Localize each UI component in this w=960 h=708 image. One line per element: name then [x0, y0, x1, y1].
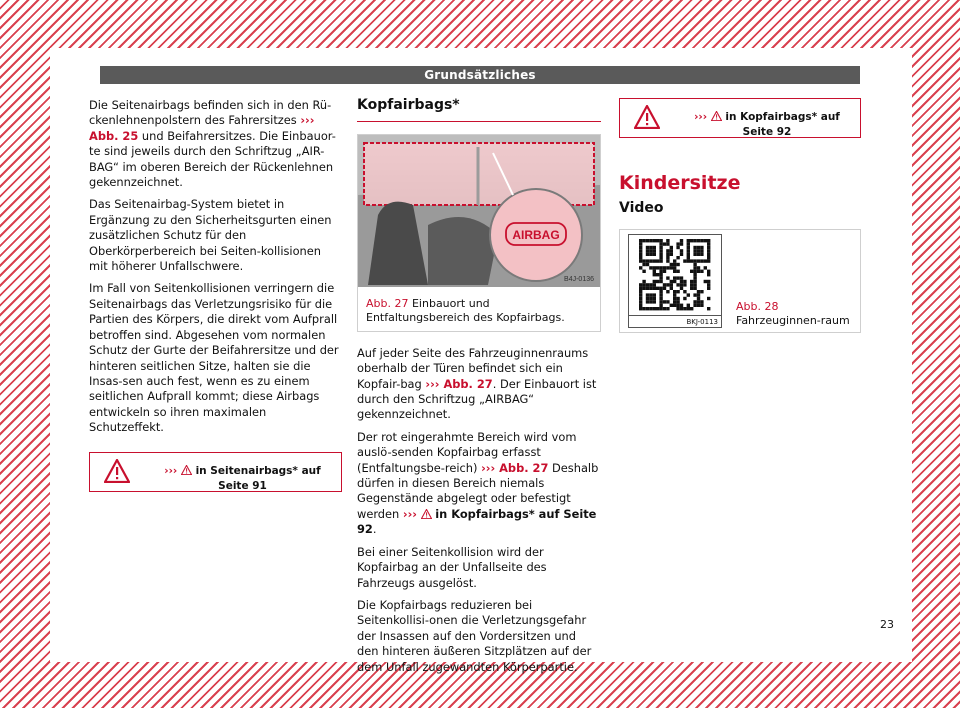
qr-module: [653, 266, 656, 269]
qr-module: [653, 293, 656, 296]
qr-module: [687, 256, 690, 259]
qr-module: [673, 280, 676, 283]
qr-module: [676, 256, 679, 259]
text: .: [372, 522, 377, 537]
qr-module: [663, 283, 666, 286]
qr-module: [639, 307, 642, 310]
qr-module: [653, 286, 656, 289]
qr-module: [666, 266, 669, 269]
qr-module: [659, 269, 662, 272]
qr-module: [697, 300, 700, 303]
qr-module: [639, 242, 642, 245]
qr-module: [693, 300, 696, 303]
qr-module: [687, 293, 690, 296]
paragraph: Im Fall von Seitenkollisionen verringern die Seitenairbags das Verletzungsrisiko für die Partien des Körpers, die direkt vom Aufprall betroffen sind. Abgesehen vom normalen Schutz der Gurte der Beifahrersitze und der hinteren seitlichen Sitze, halten sie die Insas-sen auch fest, wenn es zu einem seitlichen Aufprall kommt; diese Airbags entwickeln so ihren maximalen Schutzeffekt.: [89, 281, 339, 435]
qr-module: [663, 269, 666, 272]
qr-module: [693, 239, 696, 242]
qr-module: [700, 239, 703, 242]
qr-module: [642, 259, 645, 262]
qr-module: [659, 252, 662, 255]
qr-module: [639, 283, 642, 286]
qr-module: [690, 280, 693, 283]
qr-module: [646, 286, 649, 289]
qr-module: [659, 242, 662, 245]
qr-module: [656, 280, 659, 283]
qr-module: [680, 303, 683, 306]
qr-module: [642, 280, 645, 283]
qr-module: [673, 290, 676, 293]
qr-module: [680, 252, 683, 255]
qr-module: [704, 266, 707, 269]
qr-module: [666, 290, 669, 293]
qr-module: [663, 307, 666, 310]
qr-module: [690, 307, 693, 310]
qr-module: [707, 252, 710, 255]
qr-module: [670, 263, 673, 266]
qr-module: [680, 242, 683, 245]
qr-module: [700, 249, 703, 252]
airbag-label: AIRBAG: [512, 228, 560, 243]
qr-module: [673, 300, 676, 303]
qr-module: [670, 280, 673, 283]
qr-module: [646, 300, 649, 303]
qr-module: [707, 239, 710, 242]
headairbag-illustration: [358, 135, 600, 287]
qr-module: [693, 263, 696, 266]
qr-module: [680, 276, 683, 279]
qr-module: [673, 297, 676, 300]
qr-module: [697, 246, 700, 249]
qr-module: [653, 280, 656, 283]
qr-module: [639, 256, 642, 259]
qr-module: [700, 252, 703, 255]
qr-module: [649, 307, 652, 310]
figure-link[interactable]: ››› Abb. 25: [89, 113, 315, 143]
qr-module: [670, 303, 673, 306]
qr-module: [687, 246, 690, 249]
qr-module: [693, 280, 696, 283]
qr-module: [642, 286, 645, 289]
qr-module: [670, 246, 673, 249]
qr-module: [693, 276, 696, 279]
qr-module: [707, 246, 710, 249]
qr-module: [659, 246, 662, 249]
paragraph: [357, 430, 601, 538]
qr-module: [639, 259, 642, 262]
qr-module: [693, 286, 696, 289]
qr-module: [666, 256, 669, 259]
qr-module: [663, 300, 666, 303]
qr-module: [646, 307, 649, 310]
qr-module: [653, 300, 656, 303]
figure-27: [357, 134, 601, 331]
warning-triangle-icon: [634, 105, 660, 129]
figure-code: B4J-0136: [564, 276, 594, 284]
qr-module: [700, 269, 703, 272]
qr-module: [687, 303, 690, 306]
qr-module: [656, 266, 659, 269]
qr-module: [697, 259, 700, 262]
qr-module: [653, 297, 656, 300]
qr-module: [639, 249, 642, 252]
warning-text: in Kopfairbags* auf Seite 92: [725, 111, 840, 139]
qr-module: [649, 293, 652, 296]
chevron-icon: ›››: [694, 111, 708, 123]
qr-module: [697, 269, 700, 272]
qr-module: [693, 246, 696, 249]
qr-module: [697, 297, 700, 300]
qr-module: [690, 259, 693, 262]
qr-module: [673, 276, 676, 279]
qr-module: [700, 246, 703, 249]
subsection-title-video: Video: [619, 200, 664, 217]
qr-module: [680, 283, 683, 286]
qr-module: [693, 283, 696, 286]
paragraph: [89, 98, 342, 190]
qr-module: [659, 276, 662, 279]
qr-module: [642, 239, 645, 242]
qr-module: [676, 303, 679, 306]
figure-link[interactable]: ››› Abb. 27: [481, 460, 549, 475]
qr-module: [646, 246, 649, 249]
qr-module: [642, 269, 645, 272]
qr-module: [687, 259, 690, 262]
qr-module: [646, 297, 649, 300]
text: Der rot eingerahmte Bereich wird vom auslö-senden Kopfairbag erfasst (Entfaltungsbe-reich): [357, 429, 577, 475]
qr-module: [659, 266, 662, 269]
qr-module: [700, 303, 703, 306]
qr-module: [673, 263, 676, 266]
column-3: [619, 98, 861, 333]
qr-module: [639, 239, 642, 242]
qr-module: [680, 239, 683, 242]
caption-text: Einbauort und Entfaltungsbereich des Kopfairbags.: [366, 296, 565, 324]
qr-module: [670, 249, 673, 252]
qr-module: [666, 307, 669, 310]
qr-module: [666, 300, 669, 303]
qr-module: [639, 286, 642, 289]
qr-module: [659, 280, 662, 283]
qr-module: [646, 263, 649, 266]
qr-module: [646, 259, 649, 262]
qr-module: [676, 307, 679, 310]
qr-module: [670, 286, 673, 289]
qr-module: [659, 297, 662, 300]
qr-module: [649, 286, 652, 289]
qr-module: [693, 252, 696, 255]
text: Die Seitenairbags befinden sich in den Rü-ckenlehnenpolstern des Fahrersitzes: [89, 98, 332, 128]
qr-module: [666, 249, 669, 252]
qr-module: [649, 266, 652, 269]
qr-module: [676, 283, 679, 286]
figure-28: [619, 229, 861, 333]
qr-module: [676, 276, 679, 279]
qr-module: [707, 269, 710, 272]
qr-module: [670, 252, 673, 255]
qr-module: [659, 239, 662, 242]
qr-module: [697, 303, 700, 306]
qr-module: [656, 286, 659, 289]
qr-module: [673, 266, 676, 269]
chevron-icon: ›››: [402, 506, 417, 521]
warning-small-icon: [711, 111, 722, 121]
qr-module: [697, 249, 700, 252]
qr-module: [690, 269, 693, 272]
column-2: [357, 98, 601, 682]
warning-link[interactable]: in Kopfairbags* auf Seite 92: [357, 506, 597, 537]
qr-module: [690, 283, 693, 286]
qr-module: [707, 283, 710, 286]
qr-module: [649, 252, 652, 255]
warning-text: in Seitenairbags* auf Seite 91: [195, 464, 321, 492]
qr-module: [649, 246, 652, 249]
qr-module: [670, 266, 673, 269]
qr-module: [683, 290, 686, 293]
warning-triangle-icon: [104, 459, 130, 483]
qr-module: [697, 266, 700, 269]
qr-module: [653, 252, 656, 255]
qr-module: [680, 307, 683, 310]
qr-module: [649, 300, 652, 303]
qr-module: [704, 259, 707, 262]
figure-link[interactable]: ››› Abb. 27: [425, 376, 493, 391]
qr-module: [653, 273, 656, 276]
qr-module: [646, 283, 649, 286]
qr-module: [659, 249, 662, 252]
qr-module: [639, 246, 642, 249]
qr-module: [687, 307, 690, 310]
text: Deshalb dürfen in diesen Bereich niemals Gegenstände abgelegt oder befestigt werden: [357, 460, 599, 521]
column-1: [89, 98, 342, 492]
qr-module: [653, 246, 656, 249]
text: und Beifahrersitzes. Die Einbauor-te sind jeweils durch den Schriftzug „AIR-BAG“ im oberen Bereich der Rückenlehnen gekennzeichnet.: [89, 128, 336, 190]
qr-module: [656, 259, 659, 262]
qr-module: [687, 242, 690, 245]
qr-module: [649, 239, 652, 242]
qr-module: [690, 239, 693, 242]
qr-module: [683, 283, 686, 286]
qr-module: [663, 266, 666, 269]
qr-module: [680, 286, 683, 289]
qr-module: [693, 259, 696, 262]
text: . Der Einbauort ist durch den Schriftzug „AIRBAG“ gekennzeichnet.: [357, 376, 597, 422]
qr-module: [683, 259, 686, 262]
qr-module: [646, 249, 649, 252]
qr-module: [676, 246, 679, 249]
qr-module: [649, 283, 652, 286]
qr-module: [693, 293, 696, 296]
qr-module: [697, 252, 700, 255]
qr-module: [649, 249, 652, 252]
qr-module: [659, 307, 662, 310]
warning-small-icon: [181, 465, 192, 475]
qr-module: [663, 242, 666, 245]
qr-module: [653, 283, 656, 286]
qr-module: [642, 307, 645, 310]
qr-module: [659, 303, 662, 306]
qr-module: [690, 286, 693, 289]
figure-label: Abb. 27: [366, 296, 409, 310]
qr-module: [687, 249, 690, 252]
qr-module: [700, 290, 703, 293]
qr-module: [693, 269, 696, 272]
section-title: Kopfairbags*: [357, 98, 601, 122]
paragraph: Das Seitenairbag-System bietet in Ergänzung zu den Sicherheitsgurten einen zusätzlichen Schutz für den Oberkörperbereich bei Seiten-kollisionen mit höherer Unfallschwere.: [89, 197, 332, 274]
paragraph: Bei einer Seitenkollision wird der Kopfairbag an der Unfallseite des Fahrzeugs ausgelöst.: [357, 544, 547, 590]
figure-caption: [358, 292, 600, 331]
qr-module: [693, 266, 696, 269]
qr-module: [704, 280, 707, 283]
warning-box[interactable]: [619, 98, 861, 138]
qr-module: [656, 307, 659, 310]
qr-module: [646, 239, 649, 242]
qr-label: BKJ-0113: [629, 315, 721, 327]
qr-module: [676, 242, 679, 245]
qr-module: [680, 249, 683, 252]
paragraph: Die Kopfairbags reduzieren bei Seitenkollisi-onen die Verletzungsgefahr der Insassen auf den Vordersitzen und den hinteren äußeren Sitzplätzen auf der dem Unfall zugewandten Körperpartie.: [357, 597, 592, 674]
qr-code[interactable]: [628, 234, 722, 328]
qr-module: [646, 252, 649, 255]
qr-module: [639, 300, 642, 303]
qr-module: [697, 293, 700, 296]
qr-module: [666, 239, 669, 242]
qr-module: [707, 256, 710, 259]
qr-module: [676, 269, 679, 272]
qr-module: [639, 293, 642, 296]
qr-module: [639, 266, 642, 269]
warning-small-icon: [421, 509, 432, 519]
qr-module: [639, 290, 642, 293]
qr-module: [639, 297, 642, 300]
section-title-kindersitze: Kindersitze: [619, 172, 741, 194]
qr-module: [639, 252, 642, 255]
qr-module: [642, 263, 645, 266]
qr-module: [653, 259, 656, 262]
qr-module: [707, 280, 710, 283]
qr-module: [653, 249, 656, 252]
qr-module: [642, 283, 645, 286]
qr-module: [697, 239, 700, 242]
qr-module: [693, 273, 696, 276]
qr-module: [687, 252, 690, 255]
qr-module: [676, 263, 679, 266]
chevron-icon: ›››: [164, 464, 178, 477]
qr-module: [666, 283, 669, 286]
qr-module: [676, 290, 679, 293]
qr-module: [666, 252, 669, 255]
qr-module: [707, 307, 710, 310]
qr-module: [704, 239, 707, 242]
qr-module: [639, 303, 642, 306]
qr-module: [659, 256, 662, 259]
warning-reference[interactable]: [150, 464, 335, 495]
qr-module: [673, 303, 676, 306]
qr-module: [676, 300, 679, 303]
qr-module: [666, 276, 669, 279]
qr-module: [707, 259, 710, 262]
qr-module: [693, 249, 696, 252]
qr-module: [700, 300, 703, 303]
qr-module: [659, 259, 662, 262]
page-number: 23: [880, 618, 894, 631]
warning-reference[interactable]: [680, 110, 854, 141]
paragraph: [357, 346, 601, 423]
qr-module: [653, 307, 656, 310]
qr-module: [700, 259, 703, 262]
qr-module: [673, 269, 676, 272]
qr-module: [673, 293, 676, 296]
qr-module: [659, 286, 662, 289]
qr-module: [649, 259, 652, 262]
qr-module: [649, 297, 652, 300]
text: Auf jeder Seite des Fahrzeuginnenraums oberhalb der Türen befindet sich ein Kopfair-bag: [357, 345, 589, 391]
qr-module: [707, 242, 710, 245]
qr-module: [687, 239, 690, 242]
qr-module: [656, 239, 659, 242]
caption-text: Fahrzeuginnen-raum: [736, 313, 850, 327]
qr-module: [653, 239, 656, 242]
qr-module: [656, 273, 659, 276]
qr-module: [680, 280, 683, 283]
qr-module: [683, 280, 686, 283]
figure-caption: [736, 300, 856, 328]
qr-module: [683, 297, 686, 300]
qr-module: [670, 283, 673, 286]
qr-module: [666, 259, 669, 262]
qr-code-icon: [629, 235, 721, 315]
figure-label: Abb. 28: [736, 299, 779, 313]
qr-module: [707, 249, 710, 252]
qr-module: [707, 273, 710, 276]
qr-module: [659, 293, 662, 296]
qr-module: [659, 290, 662, 293]
qr-module: [666, 242, 669, 245]
qr-module: [697, 290, 700, 293]
qr-module: [693, 303, 696, 306]
qr-module: [659, 300, 662, 303]
qr-module: [676, 297, 679, 300]
qr-module: [646, 293, 649, 296]
qr-module: [663, 286, 666, 289]
page-header: Grundsätzliches: [100, 66, 860, 84]
qr-module: [653, 269, 656, 272]
qr-module: [707, 286, 710, 289]
warning-box[interactable]: [89, 452, 342, 492]
qr-module: [707, 297, 710, 300]
qr-module: [683, 307, 686, 310]
qr-module: [673, 259, 676, 262]
qr-module: [659, 273, 662, 276]
